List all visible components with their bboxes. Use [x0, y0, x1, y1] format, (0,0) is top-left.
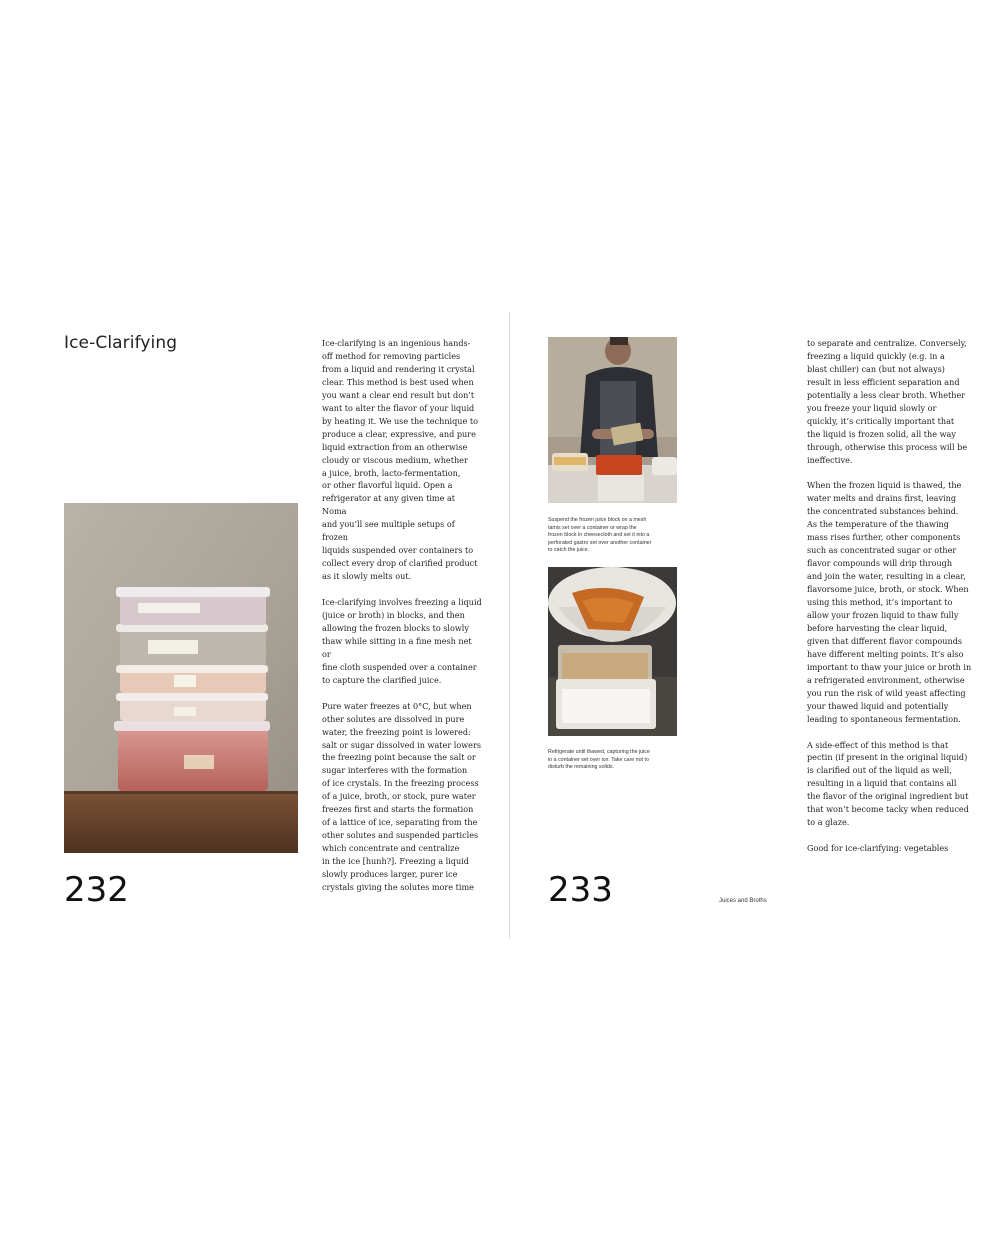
body-paragraph: Good for ice-clarifying: vegetables — [807, 843, 949, 854]
right-body-column — [807, 337, 972, 868]
photo-caption: Refrigerate until thawed, capturing the juice in a container set over ice. Take care not to disturb the remaining solids. — [548, 749, 650, 771]
body-paragraph: When the frozen liquid is thawed, the water melts and drains first, leaving the concentrated substances behind. As the temperature of the thawing mass rises further, other components such as concentrated sugar or other flavor compounds will drip through and join the water, resulting in a clear, flavorsome juice, broth, or stock. When using this method, it’s important to allow your frozen liquid to thaw fully before harvesting the clear liquid, given that different flavor compounds have different melting points. It’s also important to thaw your juice or broth in a refrigerated environment, otherwise you run the risk of wild yeast affecting your thawed liquid and potentially leading to spontaneous fermentation. — [807, 480, 972, 724]
thawing-setup-photo — [548, 567, 677, 736]
body-paragraph: Ice-clarifying involves freezing a liquid (juice or broth) in blocks, and then allowing the frozen blocks to slowly thaw while sitting in a fine mesh net or fine cloth suspended over a container to capture the clarified juice. — [322, 597, 482, 685]
stacked-containers-photo — [64, 503, 298, 853]
body-paragraph: Ice-clarifying is an ingenious hands- off method for removing particles from a liquid and rendering it crystal clear. This method is best used when you want a clear end result but don’t want to alter the flavor of your liquid by heating it. We use the technique to produce a clear, expressive, and pure liquid extraction from an otherwise cloudy or viscous medium, whether a juice, broth, lacto-fermentation, or other flavorful liquid. Open a refrigerator at any given time at Noma and you’ll see multiple setups of frozen liquids suspended over containers to collect every drop of clarified product as it slowly melts out. — [322, 338, 478, 582]
page-number-right: 233 — [548, 870, 613, 910]
left-body-column — [322, 337, 482, 907]
chef-with-juice-block-photo — [548, 337, 677, 503]
page-gutter — [509, 312, 510, 939]
body-paragraph: Pure water freezes at 0°C, but when other solutes are dissolved in pure water, the freezing point is lowered: salt or sugar dissolved in water lowers the freezing point because the salt or sugar interferes with the formation of ice crystals. In the freezing process of a juice, broth, or stock, pure water freezes first and starts the formation of a lattice of ice, separating from the other solutes and suspended particles which concentrate and centralize in the ice [hunh?]. Freezing a liquid slowly produces larger, purer ice crystals giving the solutes more time — [322, 700, 481, 892]
running-head: Juices and Broths — [719, 898, 767, 904]
photo-caption: Suspend the frozen juice block on a mesh tamis set over a container or wrap the frozen block in cheesecloth and set it into a perforated gastro set over another container to catch the juice. — [548, 517, 652, 554]
page-number-left: 232 — [64, 870, 129, 910]
section-title: Ice-Clarifying — [64, 333, 178, 353]
body-paragraph: A side-effect of this method is that pectin (if present in the original liquid) is clarified out of the liquid as well, resulting in a liquid that contains all the flavor of the original ingredient but that won’t become tacky when reduced to a glaze. — [807, 739, 969, 828]
body-paragraph: to separate and centralize. Conversely, freezing a liquid quickly (e.g. in a blast chiller) can (but not always) result in less efficient separation and potentially a less clear broth. Whether you freeze your liquid slowly or quickly, it’s critically important that the liquid is frozen solid, all the way through, otherwise this process will be ineffective. — [807, 338, 968, 465]
